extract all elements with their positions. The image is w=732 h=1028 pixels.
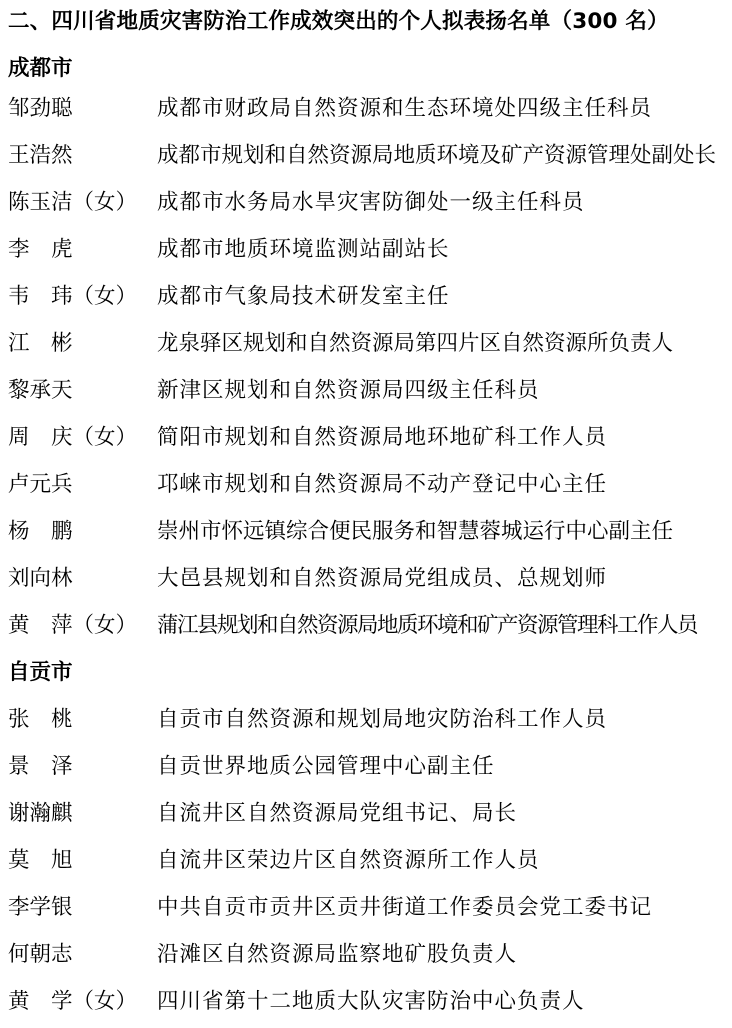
list-item — [0, 418, 732, 458]
list-item — [0, 183, 732, 223]
person-position: 沿滩区自然资源局监察地矿股负责人 — [157, 942, 518, 967]
person-position: 四川省第十二地质大队灾害防治中心负责人 — [157, 989, 585, 1014]
person-name: 邹劲聪 — [8, 96, 73, 121]
person-name: 卢元兵 — [8, 472, 73, 497]
list-item — [0, 136, 732, 176]
person-name: 莫 旭 — [8, 848, 73, 873]
person-name: 黎承天 — [8, 378, 73, 403]
list-item — [0, 559, 732, 599]
person-position: 成都市规划和自然资源局地质环境及矿产资源管理处副处长 — [157, 143, 717, 168]
person-name: 李 虎 — [8, 237, 73, 262]
person-name: 韦 玮（女） — [8, 284, 138, 309]
person-name: 王浩然 — [8, 143, 73, 168]
person-position: 崇州市怀远镇综合便民服务和智慧蓉城运行中心副主任 — [157, 519, 674, 544]
person-position: 简阳市规划和自然资源局地环地矿科工作人员 — [157, 425, 608, 450]
person-name: 江 彬 — [8, 331, 73, 356]
list-item — [0, 606, 732, 646]
person-position: 邛崃市规划和自然资源局不动产登记中心主任 — [157, 472, 608, 497]
list-item — [0, 89, 732, 129]
person-position: 龙泉驿区规划和自然资源局第四片区自然资源所负责人 — [157, 331, 674, 356]
person-position: 自贡市自然资源和规划局地灾防治科工作人员 — [157, 707, 608, 732]
list-item — [0, 277, 732, 317]
person-position: 蒲江县规划和自然资源局地质环境和矿产资源管理科工作人员 — [157, 613, 698, 638]
person-position: 自贡世界地质公园管理中心副主任 — [157, 754, 495, 779]
person-name: 李学银 — [8, 895, 73, 920]
list-item — [0, 888, 732, 928]
person-name: 景 泽 — [8, 754, 73, 779]
person-name: 黄 萍（女） — [8, 613, 138, 638]
list-item — [0, 324, 732, 364]
person-name: 周 庆（女） — [8, 425, 138, 450]
list-item — [0, 465, 732, 505]
person-position: 自流井区自然资源局党组书记、局长 — [157, 801, 518, 826]
person-position: 自流井区荣边片区自然资源所工作人员 — [157, 848, 540, 873]
city-heading-zigong: 自贡市 — [8, 660, 73, 685]
list-item — [0, 371, 732, 411]
person-position: 成都市财政局自然资源和生态环境处四级主任科员 — [157, 96, 653, 121]
list-item — [0, 794, 732, 834]
list-item — [0, 982, 732, 1022]
document-heading: 二、四川省地质灾害防治工作成效突出的个人拟表扬名单（300 名） — [8, 9, 669, 34]
list-item — [0, 512, 732, 552]
person-position: 成都市地质环境监测站副站长 — [157, 237, 450, 262]
person-position: 新津区规划和自然资源局四级主任科员 — [157, 378, 540, 403]
person-name: 黄 学（女） — [8, 989, 138, 1014]
list-item — [0, 700, 732, 740]
list-item — [0, 841, 732, 881]
person-name: 杨 鹏 — [8, 519, 73, 544]
person-position: 成都市水务局水旱灾害防御处一级主任科员 — [157, 190, 585, 215]
person-name: 谢瀚麒 — [8, 801, 73, 826]
person-position: 中共自贡市贡井区贡井街道工作委员会党工委书记 — [157, 895, 653, 920]
list-item — [0, 230, 732, 270]
list-item — [0, 935, 732, 975]
list-item — [0, 747, 732, 787]
person-name: 何朝志 — [8, 942, 73, 967]
person-position: 成都市气象局技术研发室主任 — [157, 284, 450, 309]
person-name: 陈玉洁（女） — [8, 190, 138, 215]
city-heading-chengdu: 成都市 — [8, 56, 73, 81]
person-name: 张 桃 — [8, 707, 73, 732]
person-name: 刘向林 — [8, 566, 73, 591]
person-position: 大邑县规划和自然资源局党组成员、总规划师 — [157, 566, 608, 591]
